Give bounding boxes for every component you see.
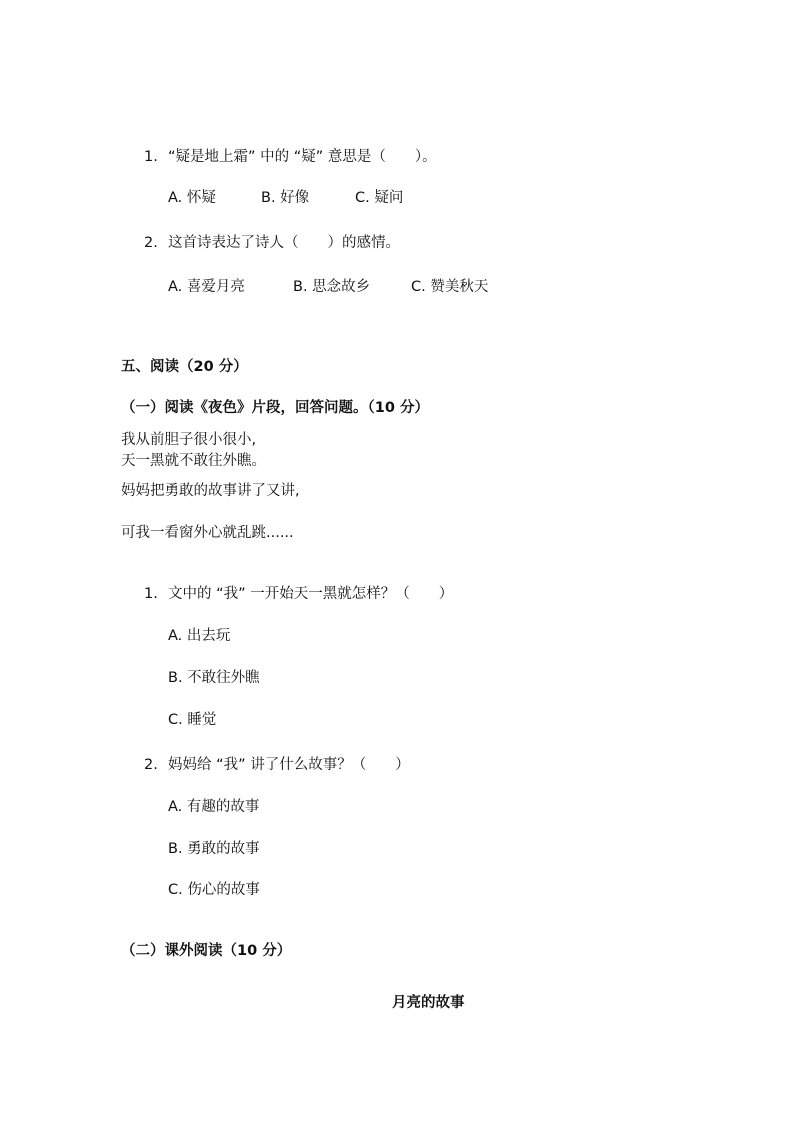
option-b: B. 思念故乡: [293, 279, 371, 295]
subsection-heading: （二）课外阅读（10 分）: [121, 943, 292, 959]
option-c: C. 赞美秋天: [411, 279, 489, 295]
option-b: B. 勇敢的故事: [168, 841, 260, 857]
subsection-heading: （一）阅读《夜色》片段，回答问题。（10 分）: [121, 400, 429, 416]
option-b: B. 不敢往外瞧: [168, 670, 260, 686]
option-c: C. 伤心的故事: [168, 882, 260, 898]
section-heading: 五、阅读（20 分）: [121, 359, 248, 375]
question-number: 2.: [144, 235, 158, 251]
question-number: 1.: [144, 586, 158, 602]
option-a: A. 有趣的故事: [168, 799, 260, 815]
option-c: C. 睡觉: [168, 712, 217, 728]
question-text: 这首诗表达了诗人（ ）的感情。: [168, 235, 400, 251]
question-number: 2.: [144, 757, 158, 773]
passage-line: 可我一看窗外心就乱跳......: [121, 525, 294, 541]
passage-line: 天一黑就不敢往外瞧。: [121, 453, 266, 469]
question-text: 文中的 “我” 一开始天一黑就怎样？（ ）: [168, 586, 454, 602]
option-a: A. 喜爱月亮: [168, 279, 245, 295]
option-b: B. 好像: [261, 190, 310, 206]
passage-line: 妈妈把勇敢的故事讲了又讲,: [121, 483, 300, 499]
question-number: 1.: [144, 149, 158, 165]
option-a: A. 出去玩: [168, 628, 231, 644]
story-title: 月亮的故事: [392, 995, 465, 1011]
option-c: C. 疑问: [355, 190, 404, 206]
question-text: 妈妈给 “我” 讲了什么故事？（ ）: [168, 757, 410, 773]
option-a: A. 怀疑: [168, 190, 216, 206]
question-text: “疑是地上霜” 中的 “疑” 意思是（ ）。: [168, 149, 437, 165]
passage-line: 我从前胆子很小很小,: [121, 432, 257, 448]
